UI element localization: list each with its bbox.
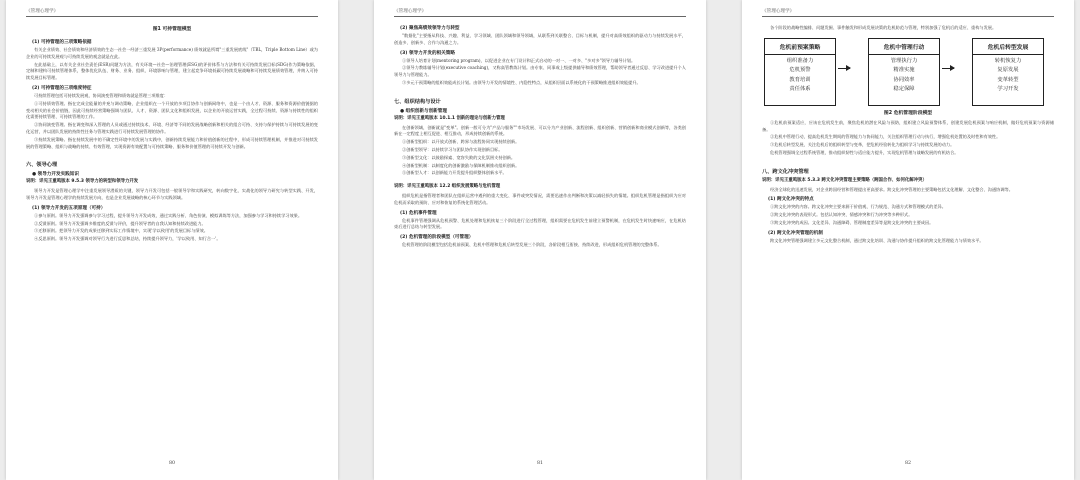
- figure-box-items: [765, 55, 835, 95]
- arrow-right-icon: [838, 68, 850, 69]
- subheading: ● 领导力开发实践知识: [32, 172, 79, 178]
- figure-box-items: [869, 55, 939, 95]
- paragraph: ②协同演变管理。指在调变和深入管理的人员或通过持续技术、环境、经济等不同的发展战略创新和相关的组合可持、支持与保护持续与可持续发展的变化运营，并以团队发展的持续性任务与管理实践进行可持续发展管理的协作。: [26, 122, 318, 134]
- paragraph: ①参与原则。领导力开发强调参与学习过程，提升领导力开发成效，通过实践分析、角色扮演、模拟训练等方法，加强参与学习和持续学习效果。: [34, 212, 303, 218]
- section-heading: 七、组织结构与设计: [394, 98, 441, 105]
- figure-box: [764, 38, 836, 106]
- paragraph: ②创新型领导：以持续学习与团队协作实现创新目标。: [402, 146, 503, 152]
- paragraph: ①可持绩效管理。指在完成全能量的并充与调动策略，企业组织在一个开放的多项目协作与创新网络中，也是一个由人才、资源、服务和资源价值链据的变动相关的社会价值链，因此可持续经营策略强调与团队、人才、资源、团队文化和组织发展，以企业的开放运营实践，全过程可持续、资源与持续性的组织化需要持续管理、可持续管理的工作。: [26, 100, 318, 120]
- figure-box-title: 危机前预案策略: [765, 39, 835, 55]
- subheading: ● 组织创新与创新管理: [400, 108, 447, 114]
- paragraph: ③危机后转型发展，关注危机后的组织转型与变革，把危机经验转化为组织学习与持续发展的动力。: [770, 142, 955, 148]
- paragraph: 危机事件管理强调从危机预警、危机处理和危机恢复三个阶段进行全过程管理，组织需要在危机发生前建立预警机制，在危机发生时快速响应，在危机结束后进行总结与转型发展。: [394, 217, 686, 230]
- figure-box-title: 危机中管理行动: [869, 39, 939, 55]
- paragraph: ④反思原则。领导力开发强调对领导行为进行反思和总结，持续提升领导力，'学以致用、知行合一'。: [34, 236, 221, 242]
- paragraph: ②跨文化冲突的表现形式。包括认知冲突、情感冲突和行为冲突等多种形式。: [770, 212, 913, 218]
- page-number: 80: [168, 461, 176, 466]
- figure-box-item: 稳定保障: [893, 86, 915, 93]
- crisis-model-figure: [762, 38, 1054, 116]
- paragraph: 经济全球化的迅速发展，对企业跨国经营和管理提出更高要求。跨文化冲突管理的主要策略包括文化理解、文化整合、沟通协调等。: [770, 186, 1013, 192]
- figure-caption: 图2 危机管理阶段模型: [883, 110, 933, 116]
- figure-box-items: [973, 55, 1043, 95]
- page-81: [374, 0, 706, 480]
- paragraph: ①跨文化冲突的内容。跨文化冲突主要来源于价值观、行为规范、沟通方式和管理模式的差异。: [770, 204, 946, 210]
- figure-box-title: 危机后转型发展: [973, 39, 1043, 55]
- figure-box-item: 转机恢复力: [994, 57, 1022, 64]
- paragraph: "数据化"主要指从科技、兴趣、利益、学习领域、团队领域和领导领域，从联系到关联整合、目标与机制，提升对高绩效组织的驱动力与持续发展水平，创造多、创新多、合作与沟通之力。: [394, 33, 686, 45]
- figure-box-item: 协同效率: [893, 76, 915, 83]
- reference-note: 说明：详见王重鸣版本 10.1.1 创新的理论与创新力管理: [394, 115, 505, 121]
- subheading: (3) 领导力开发的相关策略: [400, 50, 455, 56]
- paragraph: 各个阶段的战略性编排、问题发掘、事件触发和形成发展决策的危机防范与管理，特别加强了危机后的适应、重构与发展。: [770, 25, 997, 30]
- reference-note: 说明：详见王重鸣版本 9.5.3 领导力的转型和领导力开发: [26, 179, 139, 185]
- figure-box-item: 管理执行力: [890, 57, 918, 64]
- spacer: [394, 178, 686, 182]
- page-content: [762, 25, 1054, 245]
- page-number: 82: [904, 461, 912, 466]
- figure-box-item: 变革转型: [997, 76, 1019, 83]
- paragraph: ③多元干预策略的组织效能成长计划。由领导力开发的情境性、内隐性特点，从组织层面以系统化的干预策略推进组织效能提升。: [402, 79, 641, 85]
- paragraph: ①危机前预案适应，应该在危机发生前，聚焦危机的潜在风险与预防，组织建立风险预警体系，创建发展危机预案与响应机制，做好危机预案与资源储备。: [762, 119, 1054, 132]
- subheading: (2) 可持管理的三项维度特征: [32, 85, 92, 91]
- paragraph: ③持续发展策略。指在持续发展中的不确定性环境中的发展与实践中，创新持续发展能力和价值创新的过程中，形成可持续管理机制，并推进对可持续发展的管理策略、组织与战略的持续、有效管理，实现资源有效配置与可持续策略、服务和价值管理的可持续开发与创新。: [26, 136, 318, 149]
- figure-box-item: 组织准备力: [786, 57, 814, 64]
- paragraph: 危机管理的阶段模型包括危机前预案、危机中管理和危机后转型发展三个阶段，各阶段相互衔接、持续改进，形成组织危机管理的完整体系。: [402, 242, 662, 248]
- paragraph: 组织危机是指管理者和团队在组织运营中遇到的重大变化、事件或突发情况，需要迅速作出判断和决策以减轻损失的情境。组织危机管理是指组织为应对危机而采取的预防、应对和恢复的系统化管理活动。: [394, 192, 686, 205]
- figure-box-item: 责任体系: [789, 86, 811, 93]
- paragraph: ②危机中管理行动，提高危机发生期间的管理能力与协同能力，关注组织管理行动与执行，增强危机处置的及时性和有效性。: [770, 134, 1001, 140]
- figure-box-item: 学习开发: [997, 86, 1019, 93]
- reference-note: 说明：详见王重鸣版本 5.3.3 跨文化冲突管理主要策略（跨国合作、如何化解冲突）: [762, 177, 927, 183]
- figure-box: [972, 38, 1044, 106]
- section-heading: 八、跨文化冲突管理: [762, 168, 809, 175]
- subheading: (1) 可持管理的三项策略依据: [32, 40, 92, 45]
- spacer: [762, 158, 1054, 162]
- paragraph: 跨文化冲突管理强调建立多元文化整合机制，通过跨文化培训、沟通与协作提升组织的跨文化管理能力与绩效水平。: [770, 237, 984, 243]
- page-80: [6, 0, 338, 480]
- subheading: (2) 聚焦高绩效领导力与转型: [400, 26, 460, 31]
- page-82: [742, 0, 1074, 480]
- subheading: (1) 领导力开发的五项原理（可持）: [32, 205, 106, 211]
- paragraph: ②反馈原则。领导力开发强调多维度的反馈与评价，提升领导者的自我认知和持续改进能力。: [34, 220, 206, 226]
- subheading: (1) 跨文化冲突的特点: [768, 197, 814, 203]
- paragraph: ⑤创新型人才：以创新能力开发提升组织整体创新水平。: [402, 170, 507, 176]
- spacer: [26, 151, 318, 155]
- paragraph: 在此基础上，以有关企业社会责任(ESR)问题为方法，有关环境—社会—治理管理(ESG)的评价体系与方法和有关可持续发展目标(SDG)作为策略依据，定制和建构可持续管理体系，整体优化队伍、财务、业务、组织、环境影响与管理，建立起竞争环境低碳可持续发展战略和可持续发展绩效管理，并纳入可持续发展目标管理。: [26, 61, 318, 81]
- figure-box-item: 复原发展: [997, 67, 1019, 74]
- spacer: [394, 88, 686, 92]
- section-heading: 六、领导心理: [26, 162, 58, 169]
- running-head: 《管理心理学》: [394, 8, 686, 17]
- paragraph: ④创新型机制：以制度化的创新激励与保障机制推动组织创新。: [402, 162, 520, 168]
- page-content: [394, 25, 686, 249]
- subheading: (1) 危机事件管理: [400, 210, 437, 216]
- page-number: 81: [536, 461, 544, 466]
- paragraph: 危机管理强调全过程系统管理，推动组织韧性与适应能力提升，实现危机管理与战略发展的有机结合。: [770, 149, 959, 155]
- paragraph: ③迁移原则。把领导力开发的成果迁移到实际工作情境中，实现'学以致用'的发展目标与绩效。: [34, 228, 208, 234]
- paragraph: ③跨文化冲突的成因。文化差异、沟通障碍、管理制度差异等是跨文化冲突的主要成因。: [770, 219, 934, 225]
- paragraph: ①创新型组织：以开放式创新、跨界与流程协同实现持续创新。: [402, 139, 520, 145]
- figure-box: [868, 38, 940, 106]
- paragraph: ①领导人培育计划(mentoring program)，以促进企业在专门设计和正式启动的一对一、一对多、"多对多"领导力辅导计划。: [402, 57, 636, 63]
- subheading: (2) 跨文化冲突管理的机制: [768, 230, 823, 236]
- running-head: 《管理心理学》: [762, 8, 1054, 17]
- paragraph: 有关企业绩效、社会绩效和经济绩效的生态一社会一经济三重发展 3P(performance) 绩效就是所谓"三重发展底线"（TBL，Triple Bottom Line）或为企业的可持续发展观与可持续发展的观念就是在此。: [26, 47, 318, 59]
- paragraph: 在创新领域，创新就是"变革"。创新一般可分为"产品与服务""市场发展、可以分为产业创新、流程创新、组织创新、营销创新和商业模式创新等，各类创新在一定程度上相互促进、相互推动，形成持续创新的系统。: [394, 124, 686, 137]
- running-head: 《管理心理学》: [26, 8, 318, 17]
- figure-box-item: 危机预警: [789, 67, 811, 74]
- paragraph: 可持续管理包括可持续发展观、协同演变管理和绩效就是管理三项维度：: [34, 92, 169, 98]
- paragraph: 领导力开发是管理心理学中注重发展领导潜质的关键，领导力开发可包括一般领导学和实践研究，转向数字化、实战化的领导力研究与转型实践、开发，领导力开发是管理心理学的持续发展方向，也是企业发展战略的核心环节与实践领域。: [26, 188, 318, 200]
- arrow-right-icon: [942, 68, 954, 69]
- paragraph: ②领导力教练辅导计划(executive coaching)，又称高管教练计划。由专家、同事或上级提供辅导和绩效管理，帮助领导者通过反思、学习改进提升个人领导力与管理能力。: [394, 65, 686, 78]
- page-content: [26, 25, 318, 243]
- figure-title: 图1 可持管理模型: [152, 27, 192, 32]
- paragraph: ③创新型文化：以鼓励探索、宽容失败的文化氛围支持创新。: [402, 154, 516, 160]
- subheading: (2) 危机管理的阶段模型（可管理）: [400, 235, 474, 241]
- figure-box-item: 精准实施: [893, 67, 915, 74]
- figure-box-item: 教育培训: [789, 76, 811, 83]
- reference-note: 说明：详见王重鸣版本 12.2 组织发展策略与危机管理: [394, 184, 501, 190]
